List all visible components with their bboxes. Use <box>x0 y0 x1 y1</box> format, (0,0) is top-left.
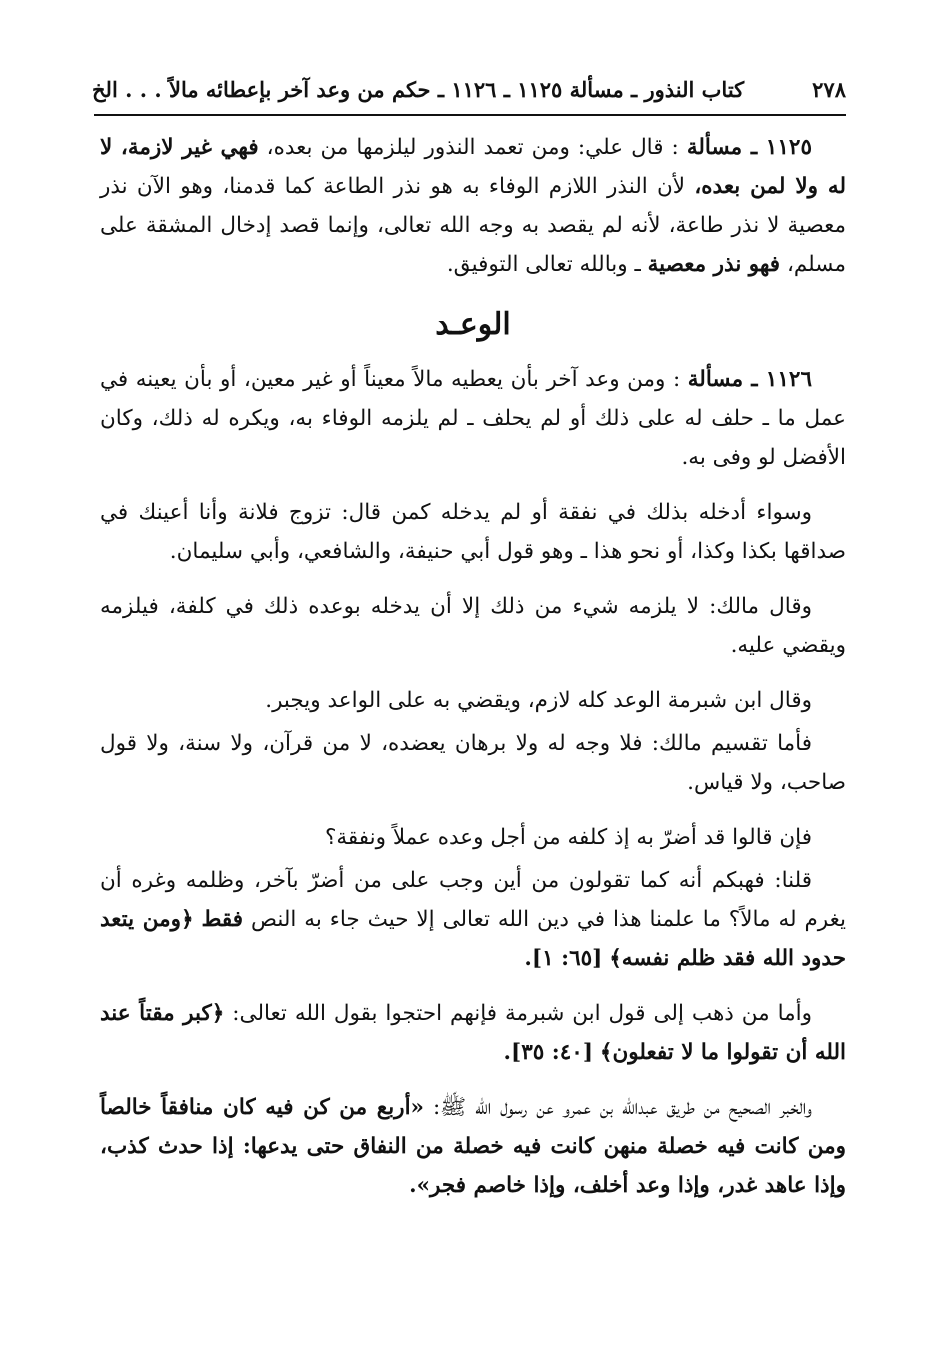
quran-verse: ﴿كبر مقتاً عند الله أن تقولوا ما لا تفعلون﴾ <box>100 1001 846 1065</box>
bold-text: فهو نذر معصية <box>647 252 781 277</box>
hadith-quote: «أربع من كن فيه كان منافقاً خالصاً ومن كانت فيه خصلة منهن كانت فيه خصلة من النفاق حتى يدعها: إذا حدث كذب، وإذا عاهد غدر، وإذا وعد أخلف، وإذا خاصم فجر». <box>100 1095 846 1198</box>
page-header <box>92 58 846 102</box>
page-body <box>100 128 846 1221</box>
issue-number: ١١٢٦ ـ مسألة <box>687 367 812 392</box>
section-title: الوعـد <box>435 307 511 342</box>
quran-verse: ﴿ومن يتعد حدود الله فقد ظلم نفسه﴾ <box>100 907 846 971</box>
text: قلنا: فهبكم أنه كما تقولون من أين وجب على من أضرّ بآخر، وظلمه وغره أن يغرم له مالاً؟ ما علمنا هذا في دين الله تعالى إلا حيث جاء به النص <box>100 868 847 932</box>
running-title: كتاب النذور ـ مسألة ١١٢٥ ـ ١١٢٦ ـ حكم من وعد آخر بإعطائه مالاً . . . الخ <box>92 77 745 102</box>
text: لأن النذر اللازم الوفاء به هو نذر الطاعة كما قدمنا، وهو الآن نذر معصية لا نذر طاعة، لأنه لم يقصد به وجه الله تعالى، وإنما قصد إدخال المشقة على مسلم، <box>100 174 846 277</box>
text: : ومن وعد آخر بأن يعطيه مالاً معيناً أو غير معين، أو بأن يعينه في عمل ما ـ حلف له على ذلك أو لم يحلف ـ لم يلزمه الوفاء به، ويكره له ذلك، وكان الأفضل لو وفى به. <box>100 367 846 470</box>
text: وأما من ذهب إلى قول ابن شبرمة فإنهم احتجوا بقول الله تعالى: <box>232 1001 812 1026</box>
text: : قال علي: ومن تعمد النذور ليلزمها من بعده، <box>266 135 679 160</box>
paragraph <box>100 1088 846 1205</box>
text: والخبر الصحيح من طريق عبدالله بن عمرو عن رسول الله ﷺ: <box>432 1095 812 1120</box>
paragraph <box>100 861 846 978</box>
page-number: ٢٧٨ <box>812 77 846 102</box>
bold-text: فهي غير لازمة، لا له ولا لمن بعده، <box>100 135 847 199</box>
verse-reference: [٤٠: ٣٥]. <box>503 1040 594 1065</box>
paragraph-1126 <box>100 360 846 477</box>
paragraph: وسواء أدخله بذلك في نفقة أو لم يدخله كمن قال: تزوج فلانة وأنا أعينك في صداقها بكذا وكذا، أو نحو هذا ـ وهو قول أبي حنيفة، والشافعي، وأبي سليمان. <box>100 500 846 564</box>
bold-text: فقط <box>201 907 244 932</box>
paragraph: وقال ابن شبرمة الوعد كله لازم، ويقضي به على الواعد ويجبر. <box>265 688 812 713</box>
verse-reference: [٦٥: ١]. <box>524 946 603 971</box>
paragraph: فأما تقسيم مالك: فلا وجه له ولا برهان يعضده، لا من قرآن، ولا سنة، ولا قول صاحب، ولا قياس. <box>100 731 846 795</box>
header-divider <box>94 114 846 116</box>
paragraph: فإن قالوا قد أضرّ به إذ كلفه من أجل وعده عملاً ونفقة؟ <box>324 825 812 850</box>
paragraph-1125 <box>100 128 846 284</box>
paragraph <box>100 994 846 1072</box>
paragraph: وقال مالك: لا يلزمه شيء من ذلك إلا أن يدخله بوعده ذلك في كلفة، فيلزمه ويقضي عليه. <box>100 594 846 658</box>
text: ـ وبالله تعالى التوفيق. <box>446 252 641 277</box>
issue-number: ١١٢٥ ـ مسألة <box>686 135 812 160</box>
